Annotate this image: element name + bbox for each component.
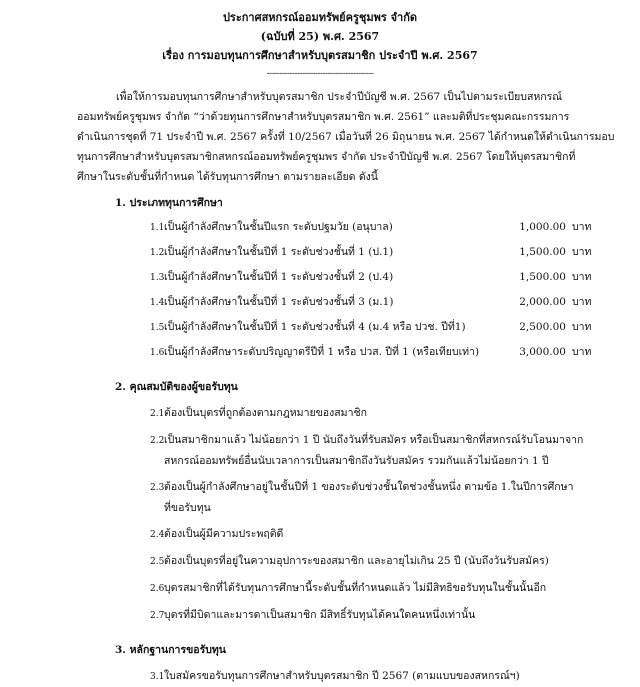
item-label: เป็นผู้กำลังศึกษาในชั้นปีที่ 1 ระดับช่วงชั้นที่ 2 (ป.4)	[164, 271, 394, 283]
intro-paragraph	[40, 87, 615, 187]
intro-line: ศึกษาในระดับชั้นที่กำหนด ได้รับทุนการศึกษา ตามรายละเอียด ดังนี้	[77, 171, 378, 183]
item-number: 2.2	[150, 436, 165, 446]
item-label: เป็นผู้กำลังศึกษาในชั้นปีที่ 1 ระดับช่วงชั้นที่ 1 (ป.1)	[164, 246, 394, 258]
qualification-item	[40, 524, 600, 545]
intro-line: ออมทรัพย์ครูชุมพร จำกัด “ว่าด้วยทุนการศึกษาสำหรับบุตรสมาชิก พ.ศ. 2561” และมติที่ประชุมคณะกรรมการ	[77, 111, 570, 123]
item-text: บุตรที่มีบิดาและมารดาเป็นสมาชิก มีสิทธิ์รับทุนได้คนใดคนหนึ่งเท่านั้น	[164, 609, 476, 621]
item-number: 2.3	[150, 483, 165, 493]
item-amount: 2,500.00	[519, 321, 566, 333]
title-divider: ------------------------------------------	[266, 69, 374, 79]
item-text: ต้องเป็นผู้มีความประพฤติดี	[164, 528, 284, 540]
item-label: เป็นผู้กำลังศึกษาในชั้นปีที่ 1 ระดับช่วงชั้นที่ 4 (ม.4 หรือ ปวช. ปีที่1)	[164, 321, 466, 333]
item-number: 2.4	[150, 530, 165, 540]
scholarship-row	[40, 267, 600, 288]
section-required-documents	[40, 640, 600, 687]
item-unit: บาท	[572, 246, 592, 258]
item-number: 1.1	[150, 223, 165, 233]
qualification-item-continued: ที่ขอรับทุน	[164, 502, 211, 514]
item-amount: 1,500.00	[519, 246, 566, 258]
qualification-item	[40, 605, 600, 626]
section-qualifications	[40, 377, 600, 626]
item-number: 2.6	[150, 584, 165, 594]
qualification-item	[40, 430, 600, 451]
item-unit: บาท	[572, 296, 592, 308]
announcement-title: ประกาศสหกรณ์ออมทรัพย์ครูชุมพร จำกัด	[222, 11, 418, 24]
item-number: 3.1	[150, 672, 165, 682]
scholarship-row	[40, 292, 600, 313]
item-number: 2.5	[150, 557, 165, 567]
item-text: ต้องเป็นบุตรที่อยู่ในความอุปการะของสมาชิก และอายุไม่เกิน 25 ปี (นับถึงวันรับสมัคร)	[164, 555, 549, 567]
scholarship-row	[40, 342, 600, 363]
item-label: เป็นผู้กำลังศึกษาในชั้นปีแรก ระดับปฐมวัย (อนุบาล)	[164, 221, 393, 233]
scholarship-row	[40, 242, 600, 263]
qualification-item	[40, 578, 600, 599]
qualification-item	[40, 403, 600, 424]
intro-line: เพื่อให้การมอบทุนการศึกษาสำหรับบุตรสมาชิก ประจำปีบัญชี พ.ศ. 2567 เป็นไปตามระเบียบสหกรณ์	[116, 91, 563, 103]
intro-line: ทุนการศึกษาสำหรับบุตรสมาชิกสหกรณ์ออมทรัพย์ครูชุมพร จำกัด ประจำปีบัญชี พ.ศ. 2567 โดยให้บุตรสมาชิกที่	[77, 151, 576, 163]
qualification-item	[40, 551, 600, 572]
section-heading: 1. ประเภททุนการศึกษา	[115, 197, 223, 209]
item-amount: 2,000.00	[519, 296, 566, 308]
item-unit: บาท	[572, 346, 592, 358]
item-text: ใบสมัครขอรับทุนการศึกษาสำหรับบุตรสมาชิก ปี 2567 (ตามแบบของสหกรณ์ฯ)	[164, 670, 520, 682]
item-amount: 1,500.00	[519, 271, 566, 283]
item-unit: บาท	[572, 221, 592, 233]
document-item	[40, 666, 600, 687]
qualification-item	[40, 477, 600, 498]
announcement-subject: เรื่อง การมอบทุนการศึกษาสำหรับบุตรสมาชิก ประจำปี พ.ศ. 2567	[162, 49, 478, 62]
item-number: 2.7	[150, 611, 165, 621]
section-scholarship-types	[40, 193, 600, 363]
item-number: 1.3	[150, 273, 165, 283]
section-heading: 3. หลักฐานการขอรับทุน	[115, 644, 226, 656]
section-heading: 2. คุณสมบัติของผู้ขอรับทุน	[115, 381, 238, 393]
item-amount: 1,000.00	[519, 221, 566, 233]
item-text: บุตรสมาชิกที่ได้รับทุนการศึกษานี้ระดับชั้นที่กำหนดแล้ว ไม่มีสิทธิขอรับทุนในชั้นนั้นอีก	[164, 582, 547, 594]
item-text: ต้องเป็นผู้กำลังศึกษาอยู่ในชั้นปีที่ 1 ของระดับช่วงชั้นใดช่วงชั้นหนึ่ง ตามข้อ 1.ในปีการศึกษา	[164, 481, 574, 493]
item-label: เป็นผู้กำลังศึกษาระดับปริญญาตรีปีที่ 1 หรือ ปวส. ปีที่ 1 (หรือเทียบเท่า)	[164, 346, 480, 358]
item-amount: 3,000.00	[519, 346, 566, 358]
item-text: เป็นสมาชิกมาแล้ว ไม่น้อยกว่า 1 ปี นับถึงวันที่รับสมัคร หรือเป็นสมาชิกที่สหกรณ์รับโอนมาจาก	[164, 434, 584, 446]
item-unit: บาท	[572, 271, 592, 283]
item-number: 1.2	[150, 248, 165, 258]
scholarship-row	[40, 317, 600, 338]
intro-line: ดำเนินการชุดที่ 71 ประจำปี พ.ศ. 2567 ครั้งที่ 10/2567 เมื่อวันที่ 26 มิถุนายน พ.ศ. 2567 ได้กำหนดให้ดำเนินการมอบ	[77, 131, 615, 143]
qualification-item-continued: สหกรณ์ออมทรัพย์อื่นนับเวลาการเป็นสมาชิกถึงวันรับสมัคร รวมกันแล้วไม่น้อยกว่า 1 ปี	[164, 455, 549, 467]
scholarship-row	[40, 217, 600, 238]
item-unit: บาท	[572, 321, 592, 333]
item-number: 1.4	[150, 298, 165, 308]
item-text: ต้องเป็นบุตรที่ถูกต้องตามกฎหมายของสมาชิก	[164, 407, 367, 419]
item-number: 1.5	[150, 323, 165, 333]
item-label: เป็นผู้กำลังศึกษาในชั้นปีที่ 1 ระดับช่วงชั้นที่ 3 (ม.1)	[164, 296, 394, 308]
item-number: 1.6	[150, 348, 165, 358]
announcement-number: (ฉบับที่ 25) พ.ศ. 2567	[260, 30, 380, 43]
item-number: 2.1	[150, 409, 165, 419]
